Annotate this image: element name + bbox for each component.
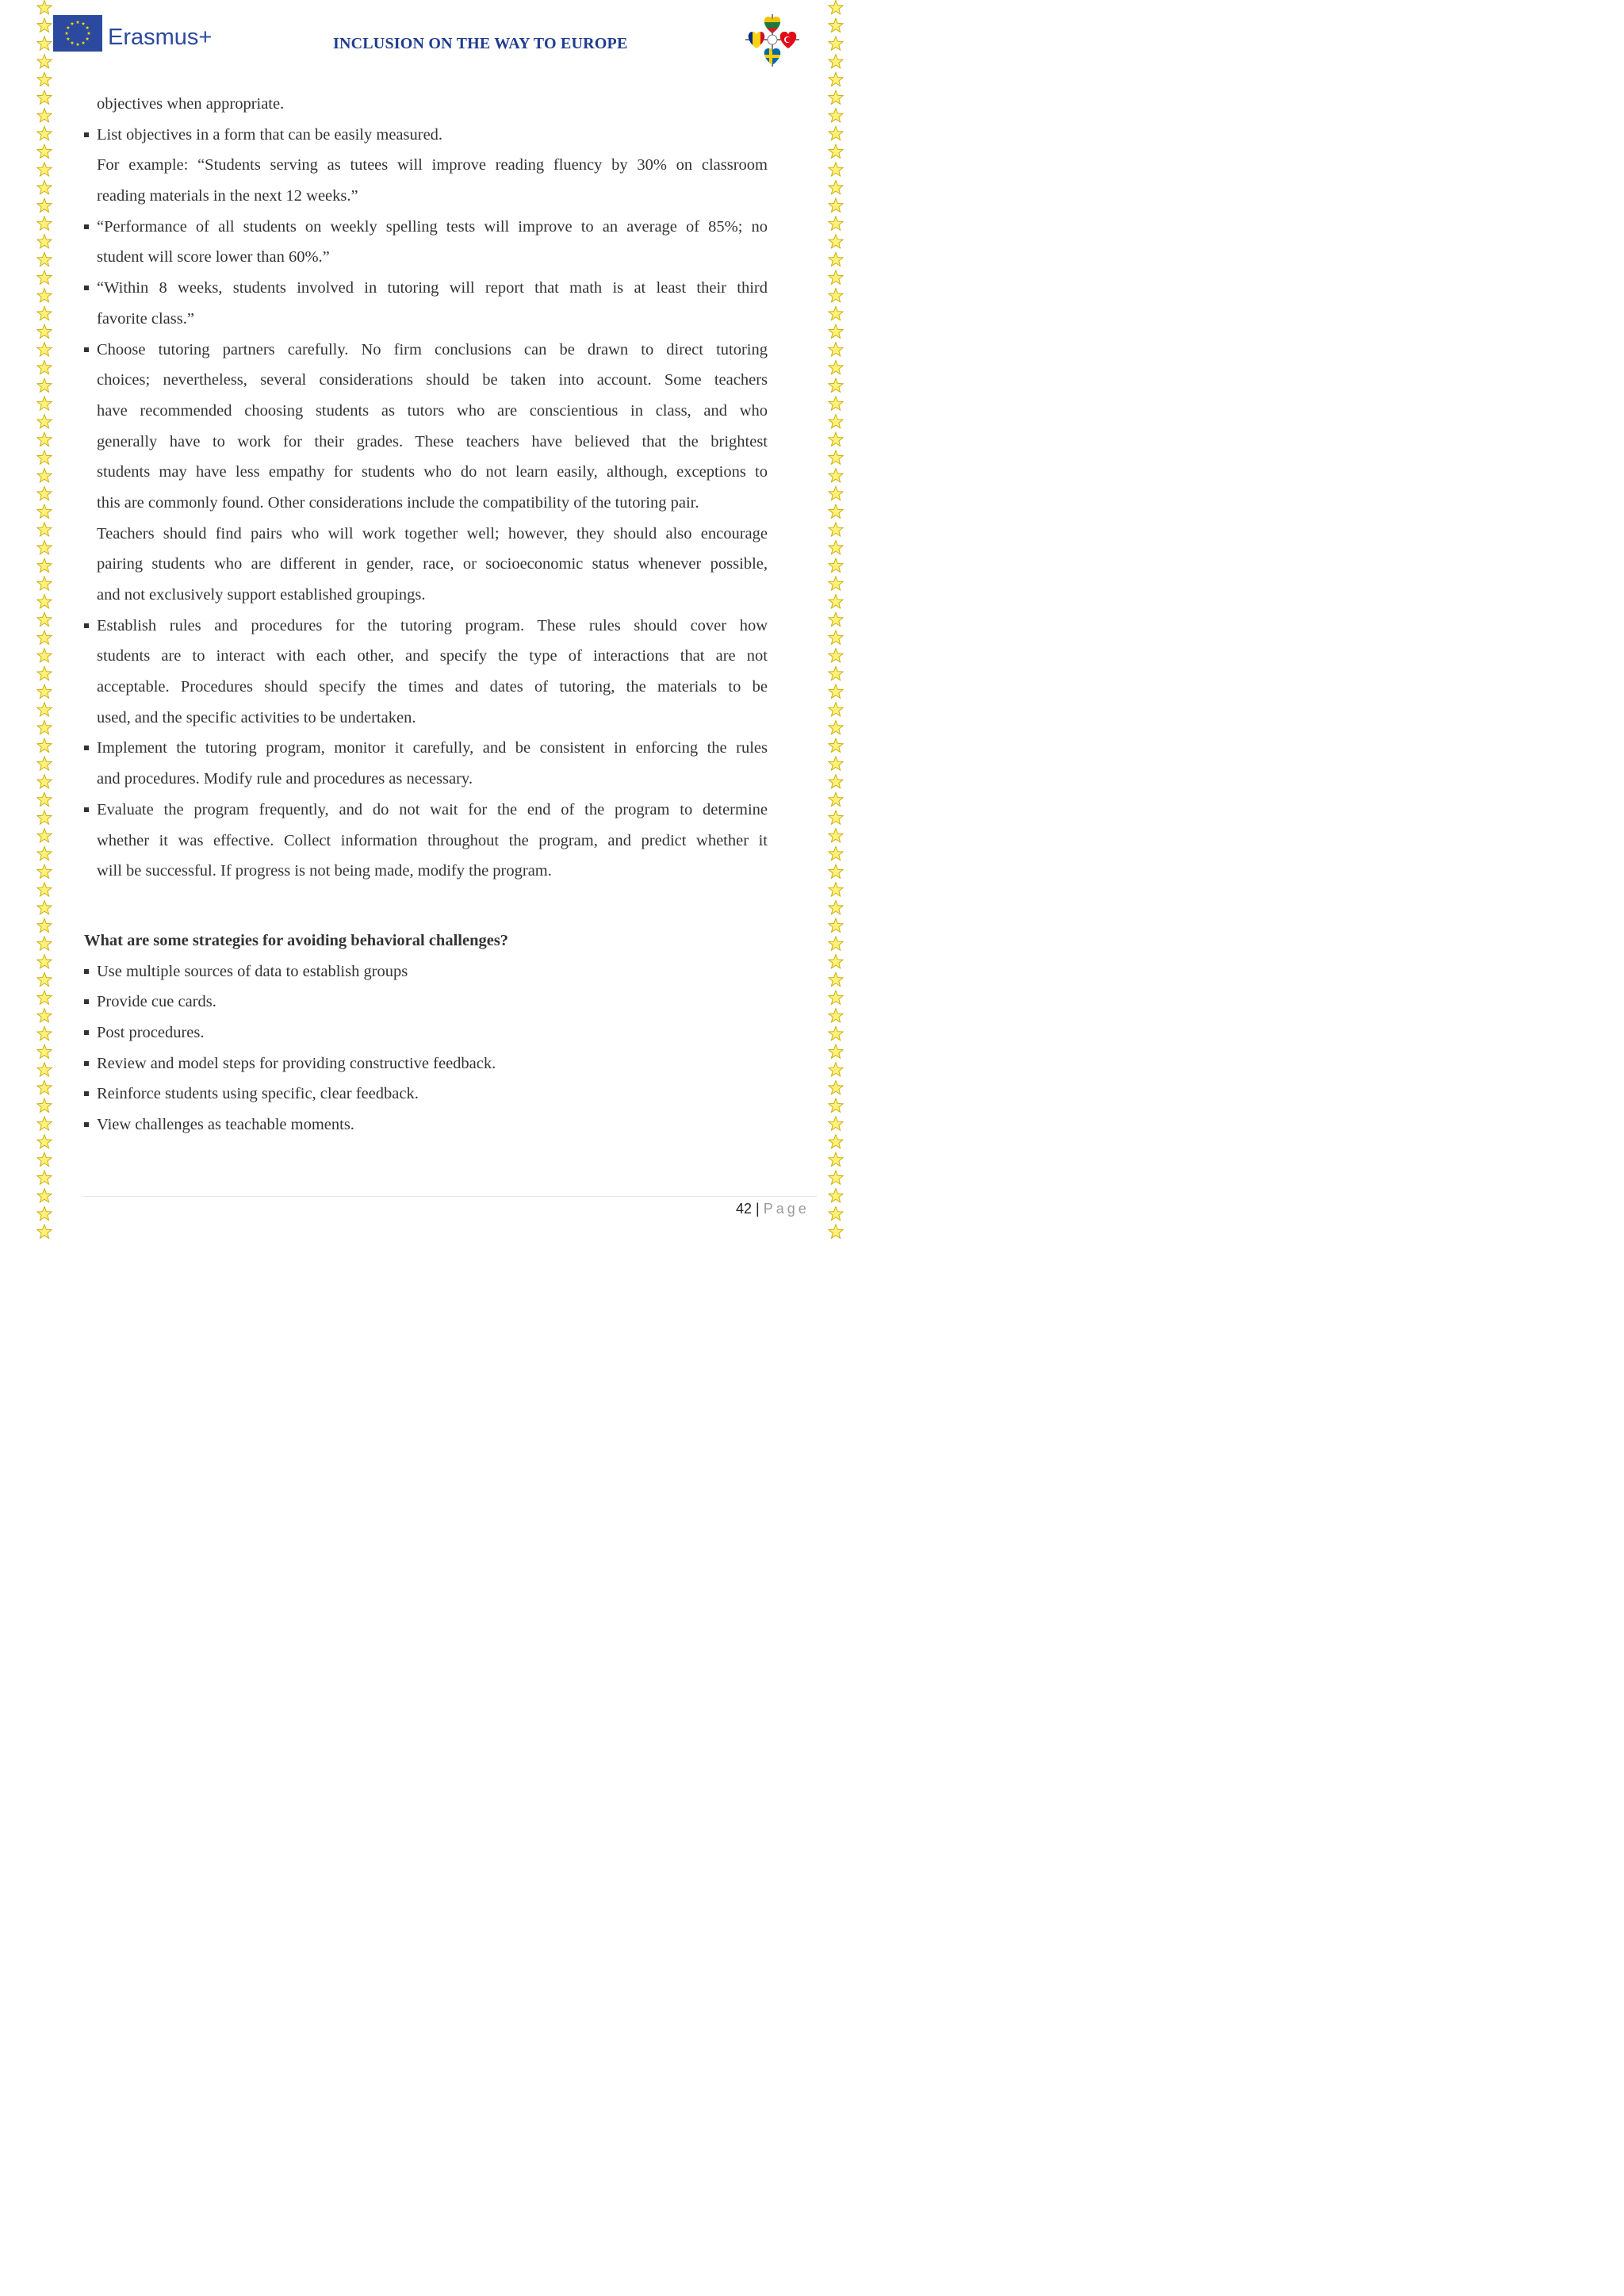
star-border-icon — [37, 846, 52, 860]
star-border-icon — [829, 558, 843, 572]
text-line: and procedures. Modify rule and procedures as necessary. — [97, 770, 473, 788]
star-border-icon — [829, 235, 843, 248]
star-border-svg — [35, 0, 54, 1243]
star-border-icon — [829, 181, 843, 194]
star-border-icon — [37, 415, 52, 428]
star-border-icon — [829, 163, 843, 176]
star-border-icon — [37, 577, 52, 590]
list-item: Provide cue cards. — [97, 987, 768, 1018]
star-border-icon — [37, 469, 52, 482]
eu-flag-stars — [53, 15, 102, 52]
star-border-icon — [37, 270, 52, 284]
star-border-icon — [829, 846, 843, 860]
star-border-icon — [829, 90, 843, 104]
eu-star-icon — [71, 41, 75, 44]
star-border-icon — [829, 1225, 843, 1238]
star-border-icon — [37, 1225, 52, 1238]
star-border-icon — [37, 955, 52, 968]
star-border-icon — [829, 1009, 843, 1022]
eu-star-icon — [82, 41, 86, 44]
bullet-icon — [84, 1061, 89, 1066]
star-border-icon — [829, 378, 843, 392]
star-border-icon — [37, 937, 52, 950]
star-border-icon — [829, 450, 843, 464]
eu-flag-icon — [53, 15, 102, 52]
list-item: View challenges as teachable moments. — [97, 1110, 768, 1140]
star-border-icon — [829, 109, 843, 122]
page-number-separator: | — [756, 1201, 760, 1217]
star-border-icon — [37, 432, 52, 446]
list-item: Evaluate the program frequently, and do not wait for the end of the program to determine — [97, 795, 768, 826]
bullet-icon — [84, 1122, 89, 1127]
star-border-icon — [829, 541, 843, 554]
header-title: INCLUSION ON THE WAY TO EUROPE — [333, 35, 628, 52]
page-header — [0, 0, 879, 79]
list-item: Use multiple sources of data to establish groups — [97, 956, 768, 987]
star-border-icon — [37, 1152, 52, 1166]
bullet-icon — [84, 999, 89, 1004]
star-border-icon — [37, 757, 52, 770]
star-border-icon — [37, 504, 52, 518]
bullet-icon — [84, 347, 89, 352]
star-border-icon — [37, 1081, 52, 1094]
star-border-icon — [37, 523, 52, 536]
star-border-icon — [37, 289, 52, 302]
star-border-icon — [829, 666, 843, 680]
eu-star-icon — [71, 21, 75, 25]
star-border-icon — [37, 901, 52, 914]
star-border-icon — [829, 738, 843, 752]
text-line: have recommended choosing students as tutors who are conscientious in class, and who — [97, 401, 768, 420]
star-border-icon — [829, 955, 843, 968]
eu-star-icon — [87, 32, 91, 35]
star-border-icon — [829, 1081, 843, 1094]
star-border-icon — [829, 252, 843, 266]
star-border-icon — [829, 1189, 843, 1202]
partner-flags-logo-icon — [742, 10, 802, 70]
star-border-icon — [829, 1152, 843, 1166]
star-border-icon — [37, 775, 52, 788]
page-body — [97, 89, 768, 887]
star-border-icon — [829, 883, 843, 896]
list-item: “Within 8 weeks, students involved in tutoring will report that math is at least their third — [97, 273, 768, 304]
star-border-icon — [829, 361, 843, 374]
star-border-icon — [829, 775, 843, 788]
star-border-icon — [37, 397, 52, 410]
star-border-icon — [829, 324, 843, 338]
eu-star-icon — [67, 37, 71, 40]
page-word: Page — [763, 1201, 810, 1217]
bullet-icon — [84, 969, 89, 974]
star-border-icon — [829, 415, 843, 428]
star-border-icon — [829, 1045, 843, 1058]
star-border-icon — [37, 918, 52, 932]
star-border-icon — [37, 252, 52, 266]
star-border-icon — [829, 649, 843, 662]
bullet-icon — [84, 746, 89, 750]
star-border-icon — [37, 198, 52, 212]
star-border-icon — [829, 1063, 843, 1076]
star-border-icon — [829, 504, 843, 518]
star-border-icon — [829, 1171, 843, 1184]
star-border-icon — [829, 721, 843, 734]
eu-star-icon — [65, 32, 69, 35]
star-border-icon — [37, 1026, 52, 1040]
text-line: students may have less empathy for students who do not learn easily, although, exceptions to — [97, 463, 768, 481]
star-border-icon — [37, 126, 52, 140]
star-border-icon — [37, 666, 52, 680]
star-border-icon — [829, 1117, 843, 1130]
star-border-icon — [37, 1045, 52, 1058]
star-border-icon — [37, 235, 52, 248]
star-border-icon — [829, 198, 843, 212]
star-border-icon — [37, 1063, 52, 1076]
eu-star-icon — [67, 26, 71, 29]
star-border-icon — [829, 1026, 843, 1040]
star-border-icon — [37, 217, 52, 230]
star-border-icon — [37, 1135, 52, 1148]
star-border-icon — [37, 163, 52, 176]
text-line: choices; nevertheless, several considerations should be taken into account. Some teachers — [97, 371, 768, 389]
star-border-icon — [37, 343, 52, 356]
star-border-icon — [37, 144, 52, 158]
page-number-value: 42 — [736, 1201, 753, 1217]
strategies-section — [84, 926, 768, 1140]
star-border-icon — [37, 684, 52, 698]
star-border-icon — [829, 757, 843, 770]
star-border-icon — [829, 1135, 843, 1148]
star-border-icon — [37, 631, 52, 644]
text-line: generally have to work for their grades. These teachers have believed that the brightest — [97, 432, 768, 450]
star-border-icon — [829, 126, 843, 140]
text-line: this are commonly found. Other considerations include the compatibility of the tutoring pair. — [97, 493, 699, 512]
star-border-icon — [37, 1206, 52, 1220]
eu-star-icon — [76, 43, 80, 46]
star-border-icon — [829, 595, 843, 608]
bullet-icon — [84, 1091, 89, 1096]
star-border-icon — [829, 1206, 843, 1220]
footer-divider — [82, 1196, 817, 1197]
star-border-icon — [829, 217, 843, 230]
star-border-icon — [37, 306, 52, 320]
list-item: Review and model steps for providing constructive feedback. — [97, 1048, 768, 1079]
list-item: Choose tutoring partners carefully. No firm conclusions can be drawn to direct tutoring — [97, 335, 768, 366]
text-line: favorite class.” — [97, 309, 194, 328]
star-border-svg — [826, 0, 845, 1243]
star-border-icon — [37, 792, 52, 806]
bullet-icon — [84, 132, 89, 137]
star-border-icon — [829, 469, 843, 482]
star-border-icon — [829, 523, 843, 536]
star-border-icon — [37, 450, 52, 464]
star-border-icon — [37, 486, 52, 500]
star-border-icon — [829, 1098, 843, 1112]
star-border-icon — [37, 811, 52, 824]
text-line: For example: “Students serving as tutees will improve reading fluency by 30% on classroom — [97, 156, 768, 174]
left-star-border — [35, 0, 54, 1243]
star-border-icon — [37, 90, 52, 104]
text-line: acceptable. Procedures should specify the times and dates of tutoring, the materials to be — [97, 678, 768, 696]
star-border-icon — [829, 631, 843, 644]
text-line: objectives when appropriate. — [97, 95, 285, 113]
star-border-icon — [37, 595, 52, 608]
section-heading: What are some strategies for avoiding behavioral challenges? — [84, 932, 509, 949]
star-border-icon — [829, 918, 843, 932]
star-border-icon — [829, 306, 843, 320]
list-item: Establish rules and procedures for the tutoring program. These rules should cover how — [97, 611, 768, 642]
bullet-icon — [84, 1030, 89, 1035]
star-border-icon — [829, 901, 843, 914]
text-line: used, and the specific activities to be undertaken. — [97, 708, 416, 726]
text-line: pairing students who are different in gender, race, or socioeconomic status whenever possible, — [97, 555, 768, 573]
star-border-icon — [829, 397, 843, 410]
star-border-icon — [37, 324, 52, 338]
star-border-icon — [37, 703, 52, 716]
star-border-icon — [829, 144, 843, 158]
bullet-icon — [84, 807, 89, 812]
star-border-icon — [37, 991, 52, 1004]
star-border-icon — [37, 612, 52, 626]
star-border-icon — [37, 109, 52, 122]
star-border-icon — [829, 937, 843, 950]
star-border-icon — [829, 991, 843, 1004]
list-item: “Performance of all students on weekly spelling tests will improve to an average of 85%; no — [97, 212, 768, 243]
star-border-icon — [829, 289, 843, 302]
text-line: students are to interact with each other, and specify the type of interactions that are not — [97, 647, 768, 665]
star-border-icon — [829, 811, 843, 824]
list-item: Post procedures. — [97, 1018, 768, 1048]
star-border-icon — [37, 721, 52, 734]
star-border-icon — [37, 1189, 52, 1202]
text-line: will be successful. If progress is not being made, modify the program. — [97, 862, 552, 880]
star-border-icon — [37, 1171, 52, 1184]
star-border-icon — [37, 378, 52, 392]
text-line: reading materials in the next 12 weeks.” — [97, 187, 358, 205]
eu-star-icon — [82, 21, 86, 25]
right-star-border — [826, 0, 845, 1243]
star-border-icon — [37, 864, 52, 878]
star-border-icon — [829, 703, 843, 716]
star-border-icon — [37, 1009, 52, 1022]
star-border-icon — [829, 577, 843, 590]
star-border-icon — [37, 181, 52, 194]
star-border-icon — [829, 684, 843, 698]
star-border-icon — [37, 1098, 52, 1112]
star-border-icon — [829, 270, 843, 284]
eu-star-icon — [86, 26, 90, 29]
list-item: Implement the tutoring program, monitor it carefully, and be consistent in enforcing the rules — [97, 733, 768, 764]
bullet-icon — [84, 623, 89, 628]
star-border-icon — [37, 829, 52, 842]
star-border-icon — [829, 829, 843, 842]
eu-star-icon — [76, 21, 80, 24]
star-border-icon — [829, 612, 843, 626]
star-border-icon — [37, 541, 52, 554]
star-border-icon — [829, 432, 843, 446]
star-border-icon — [829, 486, 843, 500]
star-border-icon — [37, 738, 52, 752]
text-line: and not exclusively support established groupings. — [97, 586, 426, 604]
star-border-icon — [829, 972, 843, 986]
star-border-icon — [37, 649, 52, 662]
erasmus-plus-logo-text: Erasmus+ — [108, 25, 213, 50]
eu-star-icon — [86, 37, 90, 40]
bullet-icon — [84, 224, 89, 229]
star-border-icon — [37, 361, 52, 374]
page-number — [736, 1201, 810, 1217]
star-border-icon — [37, 1117, 52, 1130]
list-item: Reinforce students using specific, clear feedback. — [97, 1079, 768, 1110]
star-border-icon — [37, 883, 52, 896]
star-border-icon — [829, 343, 843, 356]
star-border-icon — [829, 864, 843, 878]
text-line: whether it was effective. Collect information throughout the program, and predict whether it — [97, 831, 768, 849]
list-item: List objectives in a form that can be easily measured. — [97, 120, 768, 151]
star-border-icon — [37, 558, 52, 572]
star-border-icon — [829, 792, 843, 806]
text-line: Teachers should find pairs who will work together well; however, they should also encourage — [97, 524, 768, 542]
bullet-icon — [84, 286, 89, 290]
text-line: student will score lower than 60%.” — [97, 248, 330, 266]
star-border-icon — [37, 972, 52, 986]
